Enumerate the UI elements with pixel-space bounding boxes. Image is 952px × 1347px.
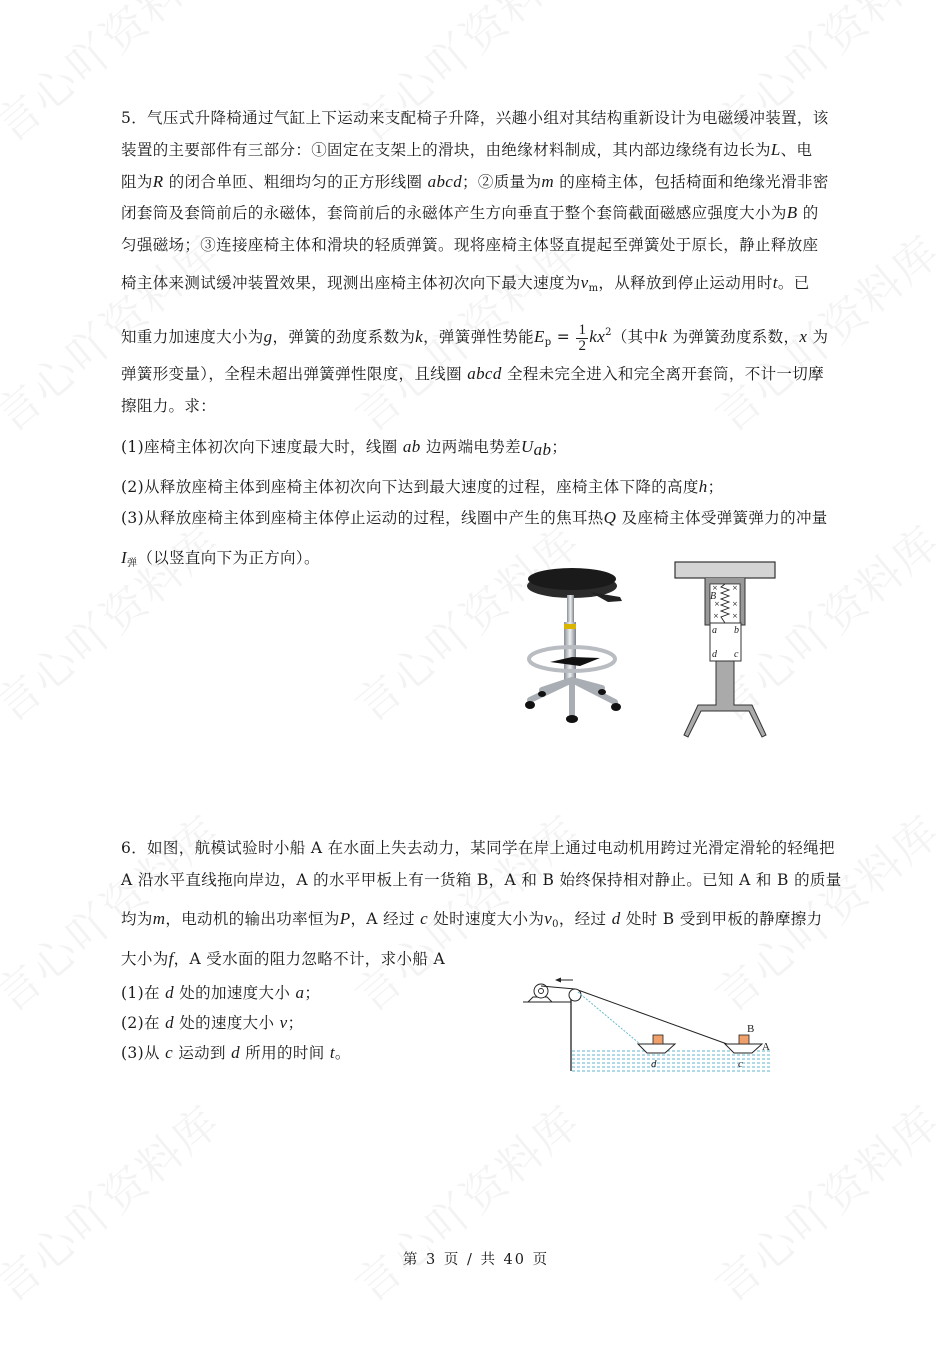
q5-subquestion-3: (3)从释放座椅主体到座椅主体停止运动的过程，线圈中产生的焦耳热Q 及座椅主体受弹簧弹力的冲量: [121, 508, 828, 527]
svg-text:A: A: [762, 1041, 770, 1053]
q5-line-1: 5．气压式升降椅通过气缸上下运动来支配椅子升降，兴趣小组对其结构重新设计为电磁缓冲装置，该: [121, 109, 829, 127]
q5-line-8: 弹簧形变量），全程未超出弹簧弹性限度，且线圈 abcd 全程未完全进入和完全离开套筒，不计一切摩: [121, 364, 824, 383]
svg-text:×: ×: [732, 600, 738, 608]
svg-text:a: a: [712, 625, 717, 636]
svg-text:×: ×: [712, 584, 718, 592]
svg-text:×: ×: [732, 584, 738, 592]
svg-text:c: c: [734, 649, 739, 660]
svg-text:b: b: [734, 625, 739, 636]
svg-text:×: ×: [732, 612, 738, 620]
fraction-one-half: $\frac{1}{2}$: [578, 321, 587, 354]
q6-line-1: 6．如图，航模试验时小船 A 在水面上失去动力，某同学在岸上通过电动机用跨过光滑定滑轮的轻绳把: [121, 839, 835, 857]
q5-line-7: 知重力加速度大小为g，弹簧的劲度系数为k，弹簧弹性势能$E_p$ = $\frac{1}{2}$ $kx^2$（其中k 为弹簧劲度系数，x 为: [121, 321, 829, 354]
q5-line-9: 擦阻力。求：: [121, 397, 217, 415]
svg-text:c: c: [738, 1058, 743, 1070]
buffer-device-schematic: [670, 560, 780, 740]
q6-subquestion-3: (3)从 c 运动到 d 所用的时间 t。: [121, 1043, 351, 1062]
q5-subquestion-2: (2)从释放座椅主体到座椅主体初次向下达到最大速度的过程，座椅主体下降的高度h；: [121, 477, 724, 496]
q5-line-6: 椅主体来测试缓冲装置效果，现测出座椅主体初次向下最大速度为$v_m$，从释放到停止运动用时t。已: [121, 273, 810, 294]
q5-line-5: 匀强磁场；③连接座椅主体和滑块的轻质弹簧。现将座椅主体竖直提起至弹簧处于原长，静止释放座: [121, 236, 819, 254]
q5-line-4: 闭套筒及套筒前后的永磁体，套筒前后的永磁体产生方向垂直于整个套筒截面磁感应强度大小为B 的: [121, 203, 819, 222]
stool-photo-image: [520, 562, 645, 727]
q5-line-2: 装置的主要部件有三部分：①固定在支架上的滑块，由绝缘材料制成，其内部边缘绕有边长为L、电: [121, 140, 813, 159]
page-number-footer: 第 3 页 / 共 40 页: [402, 1252, 550, 1268]
q6-line-4: 大小为f，A 受水面的阻力忽略不计，求小船 A: [121, 949, 446, 968]
q6-subquestion-2: (2)在 d 处的速度大小 v；: [121, 1013, 304, 1032]
q5-line-3: 阻为R 的闭合单匝、粗细均匀的正方形线圈 abcd；②质量为m 的座椅主体，包括椅面和绝缘光滑非密: [121, 172, 829, 191]
svg-text:d: d: [651, 1058, 657, 1070]
q6-line-3: 均为m，电动机的输出功率恒为P，A 经过 c 处时速度大小为$v_0$，经过 d 处时 B 受到甲板的静摩擦力: [121, 909, 823, 930]
q5-subquestion-3-cont: $I_弹$（以竖直向下为正方向）。: [121, 548, 320, 569]
q6-subquestion-1: (1)在 d 处的加速度大小 a；: [121, 983, 321, 1002]
svg-text:×: ×: [713, 612, 719, 620]
svg-text:d: d: [712, 649, 717, 660]
svg-text:×: ×: [714, 600, 720, 608]
q6-line-2: A 沿水平直线拖向岸边，A 的水平甲板上有一货箱 B，A 和 B 始终保持相对静止。已知 A 和 B 的质量: [121, 871, 842, 889]
svg-text:B: B: [710, 591, 717, 602]
boat-towing-diagram: [495, 975, 785, 1085]
q5-subquestion-1: (1)座椅主体初次向下速度最大时，线圈 ab 边两端电势差$U_{ab}$；: [121, 437, 568, 459]
svg-text:B: B: [747, 1023, 755, 1035]
